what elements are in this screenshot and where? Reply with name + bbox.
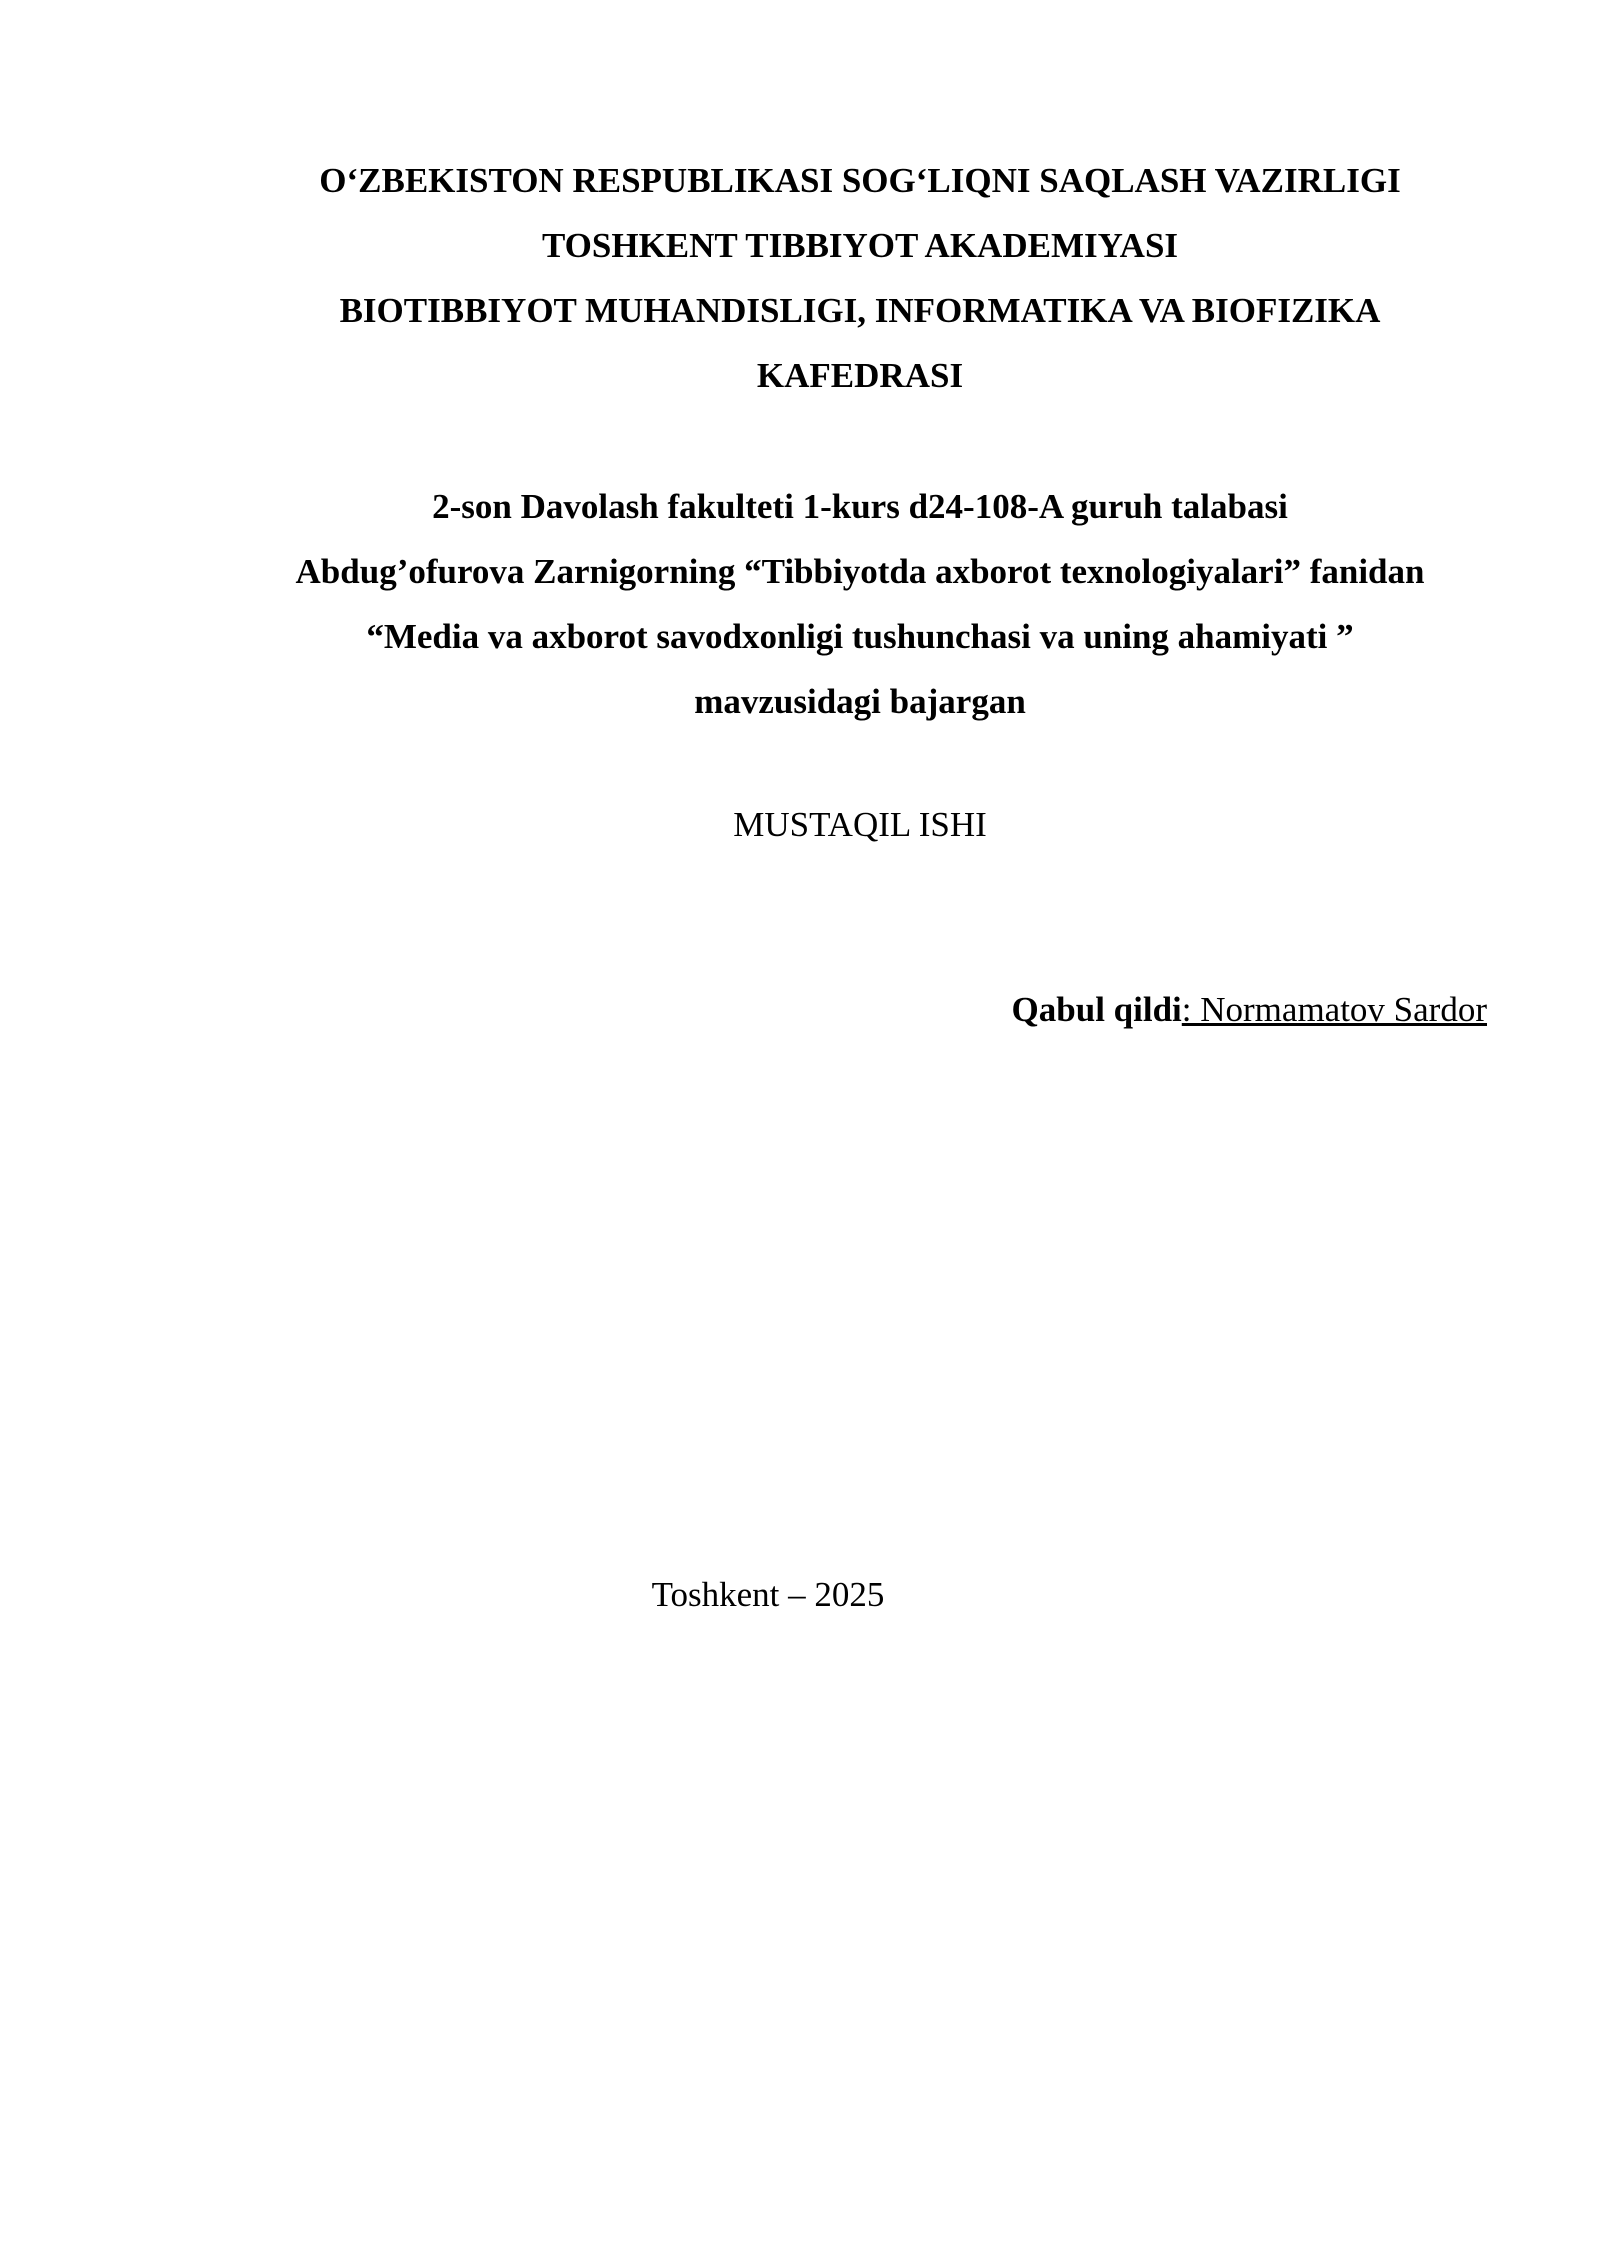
ministry-line: O‘ZBEKISTON RESPUBLIKASI SOG‘LIQNI SAQLASH VAZIRLIGI	[319, 161, 1401, 200]
received-by-label: Qabul qildi	[1011, 990, 1182, 1029]
received-by	[1012, 985, 1487, 1035]
topic-line-cont: mavzusidagi bajargan	[694, 682, 1026, 721]
received-by-name: : Normamatov Sardor	[1181, 990, 1487, 1029]
department-line-cont: KAFEDRASI	[756, 356, 964, 395]
student-faculty-line: 2-son Davolash fakulteti 1-kurs d24-108-A guruh talabasi	[432, 487, 1288, 526]
city-year: Toshkent – 2025	[651, 1575, 885, 1614]
department-line: BIOTIBBIYOT MUHANDISLIGI, INFORMATIKA VA BIOFIZIKA	[339, 291, 1381, 330]
student-subject-line: Abdug’ofurova Zarnigorning “Tibbiyotda axborot texnologiyalari” fanidan	[295, 552, 1425, 591]
work-type-title: MUSTAQIL ISHI	[733, 805, 987, 844]
academy-line: TOSHKENT TIBBIYOT AKADEMIYASI	[541, 226, 1179, 265]
student-info	[240, 474, 1480, 734]
institution-header	[240, 148, 1480, 408]
topic-line: “Media va axborot savodxonligi tushunchasi va uning ahamiyati ”	[366, 617, 1354, 656]
